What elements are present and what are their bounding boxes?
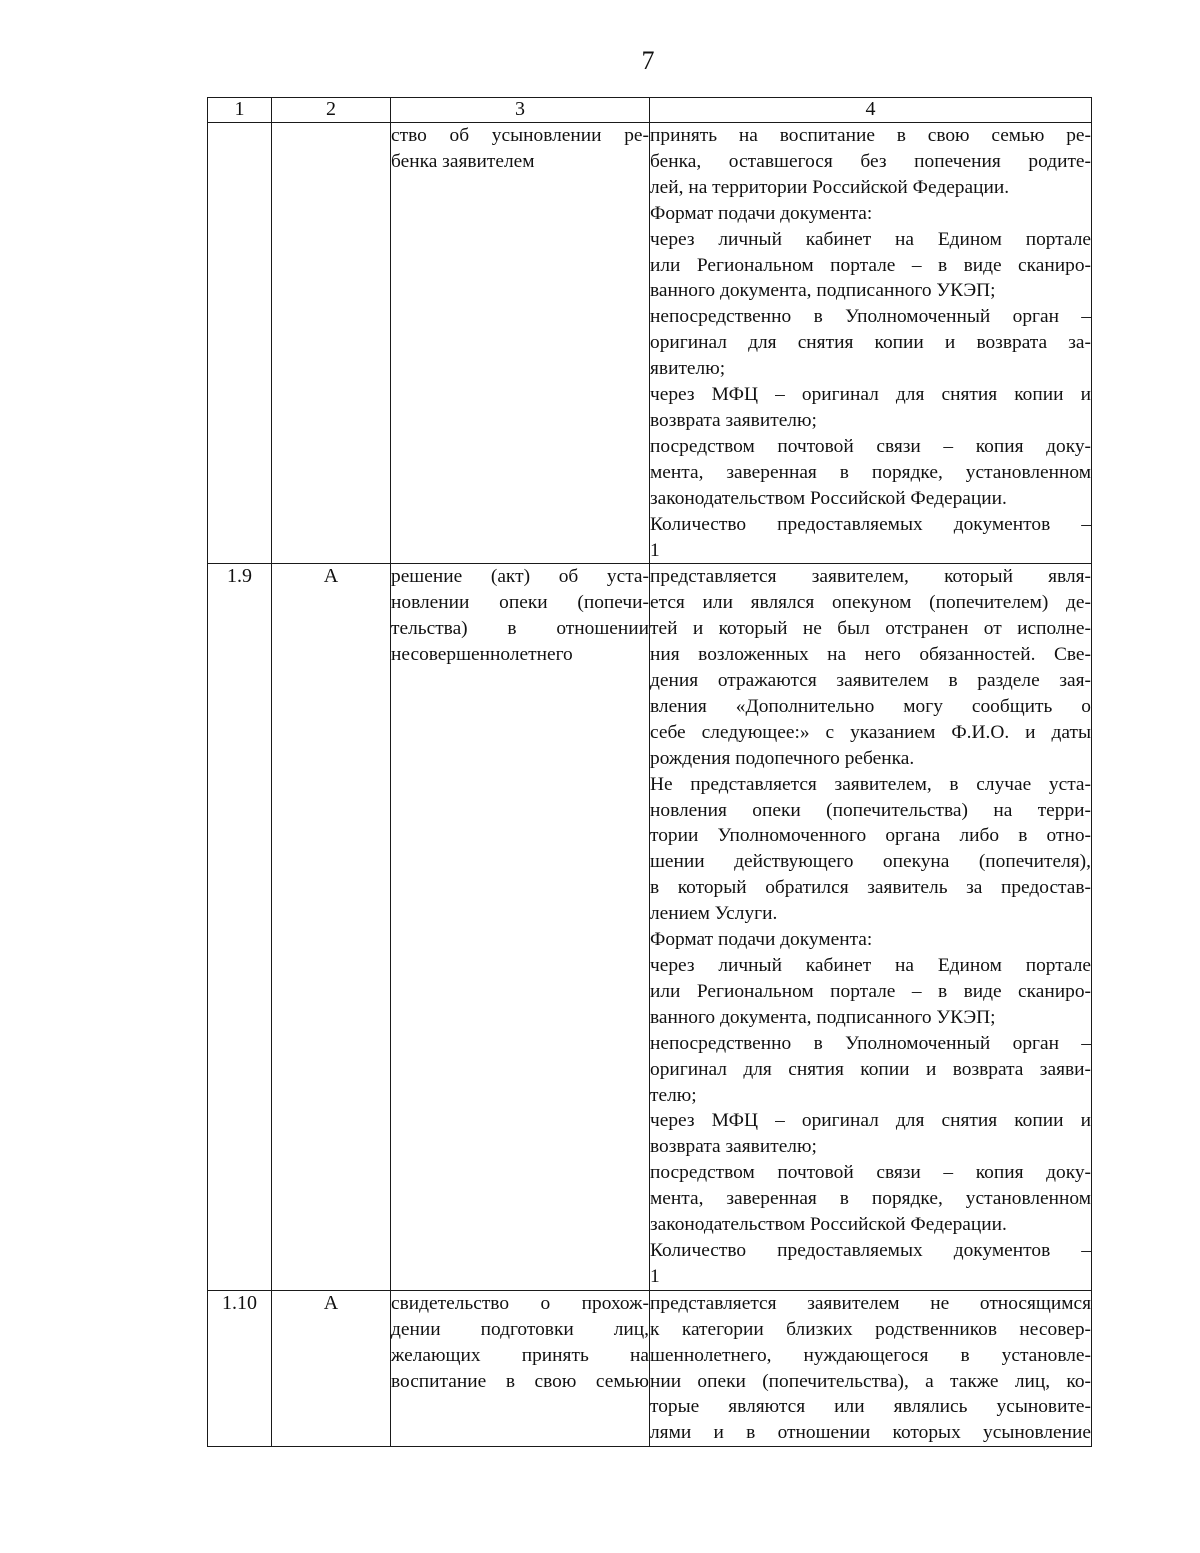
description-line: себе следующее:» с указанием Ф.И.О. и даты — [650, 721, 1091, 743]
description-line: явителю; — [650, 358, 726, 380]
description-line: нии опеки (попечительства), а также лиц, ко- — [650, 1370, 1091, 1392]
table-header-row — [208, 98, 1092, 123]
document-table — [207, 97, 1092, 1447]
description-line: лением Услуги. — [650, 903, 778, 925]
document-name-line: тельства) в отношении — [391, 618, 649, 640]
description-line: 1 — [650, 539, 660, 561]
row-code — [272, 123, 391, 564]
description-line: в который обратился заявитель за предостав- — [650, 877, 1091, 899]
description-line: 1 — [650, 1265, 660, 1287]
description-line: через личный кабинет на Едином портале — [650, 955, 1091, 976]
description-line: дения отражаются заявителем в разделе зая- — [650, 670, 1091, 692]
description-line: или Региональном портале – в виде сканиро- — [650, 254, 1091, 276]
description-line: возврата заявителю; — [650, 409, 817, 431]
column-header-2: 2 — [272, 98, 391, 123]
description-line: Количество предоставляемых документов – — [650, 1239, 1091, 1261]
document-name — [391, 123, 650, 564]
description-line: лей, на территории Российской Федерации. — [650, 176, 1010, 198]
document-description — [650, 1290, 1092, 1446]
document-name-line: свидетельство о прохож- — [391, 1292, 649, 1314]
row-code: А — [272, 564, 391, 1290]
description-line: представляется заявителем не относящимся — [650, 1292, 1091, 1314]
description-line: оригинал для снятия копии и возврата за- — [650, 332, 1091, 354]
document-name-line: желающих принять на — [391, 1344, 649, 1366]
row-number: 1.10 — [208, 1290, 272, 1446]
description-line: ванного документа, подписанного УКЭП; — [650, 1006, 996, 1028]
description-line: мента, заверенная в порядке, установленном — [650, 1188, 1091, 1210]
description-line: шеннолетнего, нуждающегося в установле- — [650, 1344, 1091, 1366]
description-line: ванного документа, подписанного УКЭП; — [650, 280, 996, 302]
description-line: к категории близких родственников несовер- — [650, 1318, 1091, 1340]
description-line: через МФЦ – оригинал для снятия копии и — [650, 384, 1091, 406]
description-line: законодательством Российской Федерации. — [650, 1214, 1007, 1236]
document-description — [650, 123, 1092, 564]
description-line: торые являются или являлись усыновите- — [650, 1396, 1091, 1418]
description-line: Не представляется заявителем, в случае уста- — [650, 773, 1091, 795]
description-line: принять на воспитание в свою семью ре- — [650, 125, 1091, 146]
description-line: через личный кабинет на Едином портале — [650, 228, 1091, 250]
description-line: рождения подопечного ребенка. — [650, 747, 915, 769]
document-name-line: дении подготовки лиц, — [391, 1318, 649, 1340]
document-name-line: решение (акт) об уста- — [391, 566, 649, 588]
description-line: ется или являлся опекуном (попечителем) де- — [650, 592, 1091, 614]
description-line: Количество предоставляемых документов – — [650, 513, 1091, 535]
description-line: оригинал для снятия копии и возврата заяви- — [650, 1058, 1091, 1080]
description-line: через МФЦ – оригинал для снятия копии и — [650, 1110, 1091, 1132]
document-name — [391, 564, 650, 1290]
document-name-line: бенка заявителем — [391, 150, 535, 172]
description-line: бенка, оставшегося без попечения родите- — [650, 150, 1091, 172]
description-line: тей и который не был отстранен от исполне- — [650, 618, 1091, 640]
row-code: А — [272, 1290, 391, 1446]
description-line: лями и в отношении которых усыновление — [650, 1422, 1091, 1444]
document-description — [650, 564, 1092, 1290]
description-line: посредством почтовой связи – копия доку- — [650, 1162, 1091, 1184]
description-line: непосредственно в Уполномоченный орган – — [650, 306, 1091, 328]
description-line: непосредственно в Уполномоченный орган – — [650, 1032, 1091, 1054]
description-line: или Региональном портале – в виде сканиро- — [650, 980, 1091, 1002]
table-row — [208, 123, 1092, 564]
description-line: тории Уполномоченного органа либо в отно- — [650, 825, 1091, 847]
document-name-line: ство об усыновлении ре- — [391, 125, 649, 146]
description-line: вления «Дополнительно могу сообщить о — [650, 695, 1091, 717]
description-line: представляется заявителем, который явля- — [650, 566, 1091, 588]
table-row — [208, 564, 1092, 1290]
document-name — [391, 1290, 650, 1446]
row-number: 1.9 — [208, 564, 272, 1290]
table-row — [208, 1290, 1092, 1446]
description-line: новления опеки (попечительства) на терри- — [650, 799, 1091, 821]
document-name-line: новлении опеки (попечи- — [391, 592, 649, 614]
row-number — [208, 123, 272, 564]
document-name-line: воспитание в свою семью — [391, 1370, 649, 1392]
description-line: Формат подачи документа: — [650, 202, 873, 224]
description-line: шении действующего опекуна (попечителя), — [650, 851, 1091, 873]
column-header-4: 4 — [650, 98, 1092, 123]
column-header-1: 1 — [208, 98, 272, 123]
description-line: законодательством Российской Федерации. — [650, 487, 1007, 509]
description-line: посредством почтовой связи – копия доку- — [650, 435, 1091, 457]
column-header-3: 3 — [391, 98, 650, 123]
description-line: Формат подачи документа: — [650, 929, 873, 951]
description-line: телю; — [650, 1084, 697, 1106]
description-line: мента, заверенная в порядке, установленном — [650, 461, 1091, 483]
description-line: ния возложенных на него обязанностей. Све- — [650, 644, 1091, 666]
document-name-line: несовершеннолетнего — [391, 644, 573, 666]
page-number: 7 — [641, 46, 655, 75]
description-line: возврата заявителю; — [650, 1136, 817, 1158]
